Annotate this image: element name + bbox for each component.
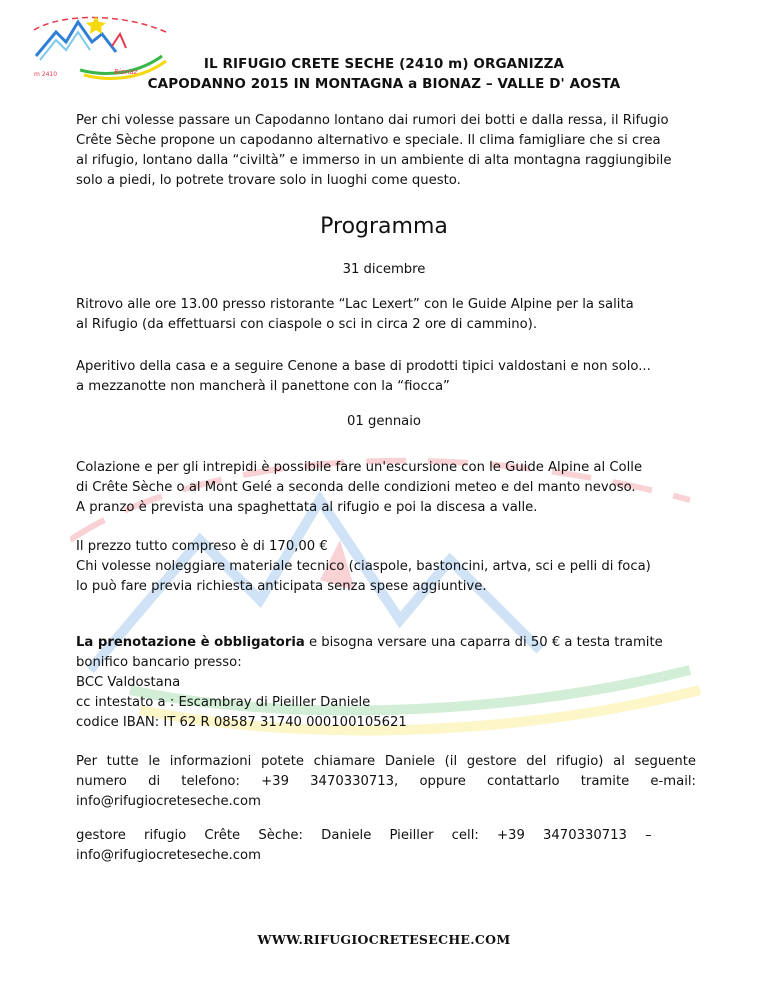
- price-paragraph: Il prezzo tutto compreso è di 170,00 € Chi volesse noleggiare materiale tecnico (ciaspole, bastoncini, artva, sci e pelli di foca) lo può fare previa richiesta anticipata senza spese aggiuntive.: [76, 539, 651, 594]
- page-header: [0, 54, 768, 94]
- account-holder: cc intestato a : Escambray di Pieiller Daniele: [76, 695, 371, 710]
- programma-title: Programma: [320, 214, 448, 239]
- bank-name: BCC Valdostana: [76, 675, 181, 690]
- header-line-2: CAPODANNO 2015 IN MONTAGNA a BIONAZ – VALLE D' AOSTA: [147, 76, 621, 92]
- manager-email: info@rifugiocreteseche.com: [76, 848, 261, 863]
- date-01-gennaio: 01 gennaio: [347, 414, 421, 429]
- day2-paragraph: Colazione e per gli intrepidi è possibile fare un'escursione con le Guide Alpine al Colle di Crête Sèche o al Mont Gelé a seconda delle condizioni meteo e del manto nevoso. A pranzo è prevista una spaghettata al rifugio e poi la discesa a valle.: [76, 460, 643, 515]
- day1-paragraph-1: Ritrovo alle ore 13.00 presso ristorante “Lac Lexert” con le Guide Alpine per la salita al Rifugio (da effettuarsi con ciaspole o sci in circa 2 ore di cammino).: [76, 297, 634, 332]
- info-email: info@rifugiocreteseche.com: [76, 794, 261, 809]
- booking-required-label: La prenotazione è obbligatoria: [76, 635, 305, 650]
- footer-website: WWW.RIFUGIOCRETESECHE.COM: [257, 932, 511, 947]
- logo-place: Bionaz: [114, 68, 138, 76]
- logo-altitude: m 2410: [34, 71, 58, 78]
- iban-code: codice IBAN: IT 62 R 08587 31740 000100105621: [76, 715, 407, 730]
- info-paragraph: Per tutte le informazioni potete chiamare Daniele (il gestore del rifugio) al seguente numero di telefono: +39 3470330713, oppure contattarlo tramite e-mail: info@rifugiocreteseche.com: [76, 752, 696, 812]
- date-31-dicembre: 31 dicembre: [342, 262, 426, 277]
- header-line-1: IL RIFUGIO CRETE SECHE (2410 m) ORGANIZZA: [203, 56, 565, 72]
- day1-paragraph-2: Aperitivo della casa e a seguire Cenone a base di prodotti tipici valdostani e non solo... a mezzanotte non mancherà il panettone con la “fiocca”: [76, 359, 651, 394]
- manager-paragraph: gestore rifugio Crête Sèche: Daniele Pieiller cell: +39 3470330713 – info@rifugiocreteseche.com: [76, 826, 696, 866]
- intro-paragraph: Per chi volesse passare un Capodanno lontano dai rumori dei botti e dalla ressa, il Rifugio Crête Sèche propone un capodanno alternativo e speciale. Il clima famigliare che si crea al rifugio, lontano dalla “civiltà” e immerso in un ambiente di alta montagna raggiungibile solo a piedi, lo potrete trovare solo in luoghi come questo.: [76, 113, 672, 188]
- booking-paragraph: La prenotazione è obbligatoria e bisogna versare una caparra di 50 € a testa tramite bonifico bancario presso: BCC Valdostana cc intestato a : Escambray di Pieiller Daniele codice IBAN: IT 62 R 08587 31740 000100105621: [76, 633, 696, 733]
